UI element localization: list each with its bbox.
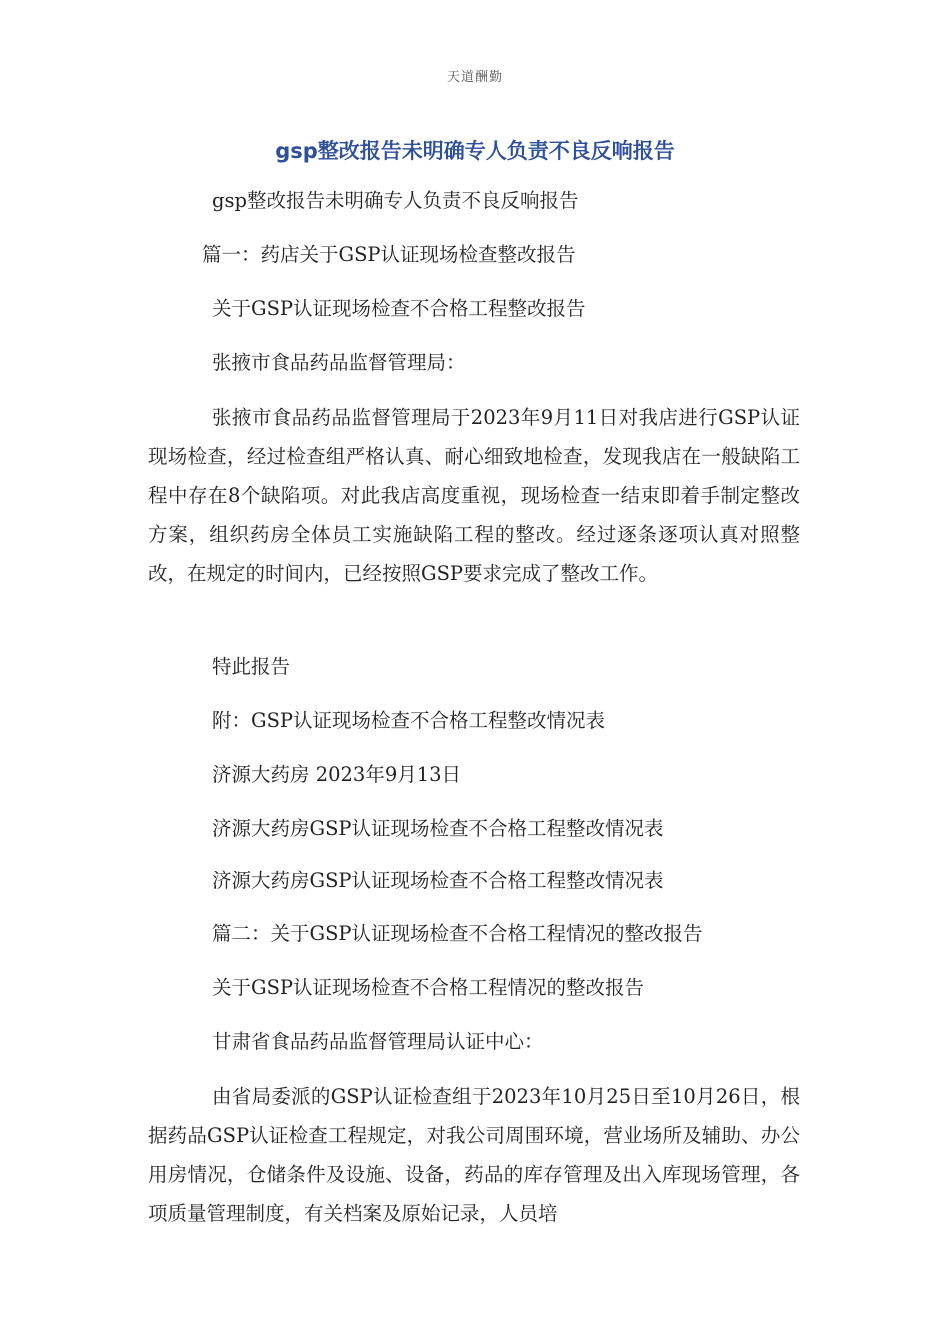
report-title-2: 关于GSP认证现场检查不合格工程情况的整改报告 — [212, 976, 645, 999]
closing-line: 特此报告 — [212, 655, 291, 678]
body-paragraph-2: 由省局委派的GSP认证检查组于2023年10月25日至10月26日，根据药品GSP认证检查工程规定，对我公司周围环境，营业场所及辅助、办公用房情况，仓储条件及设施、设备，药品的库存管理及出入库现场管理，各项质量管理制度，有关档案及原始记录，人员培 — [148, 1085, 800, 1225]
section-heading-1: 篇一：药店关于GSP认证现场检查整改报告 — [202, 243, 576, 266]
page-header: 天道酬勤 — [446, 70, 503, 85]
addressee-1: 张掖市食品药品监督管理局： — [212, 351, 466, 374]
document-title: gsp整改报告未明确专人负责不良反响报告 — [275, 139, 675, 163]
addressee-2: 甘肃省食品药品监督管理局认证中心： — [212, 1030, 544, 1053]
signature-date-line: 济源大药房 2023年9月13日 — [212, 763, 462, 786]
body-paragraph-1: 张掖市食品药品监督管理局于2023年9月11日对我店进行GSP认证现场检查，经过检查组严格认真、耐心细致地检查，发现我店在一般缺陷工程中存在8个缺陷项。对此我店高度重视，现场检查一结束即着手制定整改方案，组织药房全体员工实施缺陷工程的整改。经过逐条逐项认真对照整改，在规定的时间内，已经按照GSP要求完成了整改工作。 — [148, 406, 800, 585]
table-title-line: 济源大药房GSP认证现场检查不合格工程整改情况表 — [212, 817, 664, 840]
text-line: gsp整改报告未明确专人负责不良反响报告 — [212, 189, 579, 212]
table-title-line: 济源大药房GSP认证现场检查不合格工程整改情况表 — [212, 869, 664, 892]
report-title-1: 关于GSP认证现场检查不合格工程整改报告 — [212, 297, 586, 320]
attachment-line: 附：GSP认证现场检查不合格工程整改情况表 — [212, 709, 606, 732]
section-heading-2: 篇二：关于GSP认证现场检查不合格工程情况的整改报告 — [212, 922, 703, 945]
